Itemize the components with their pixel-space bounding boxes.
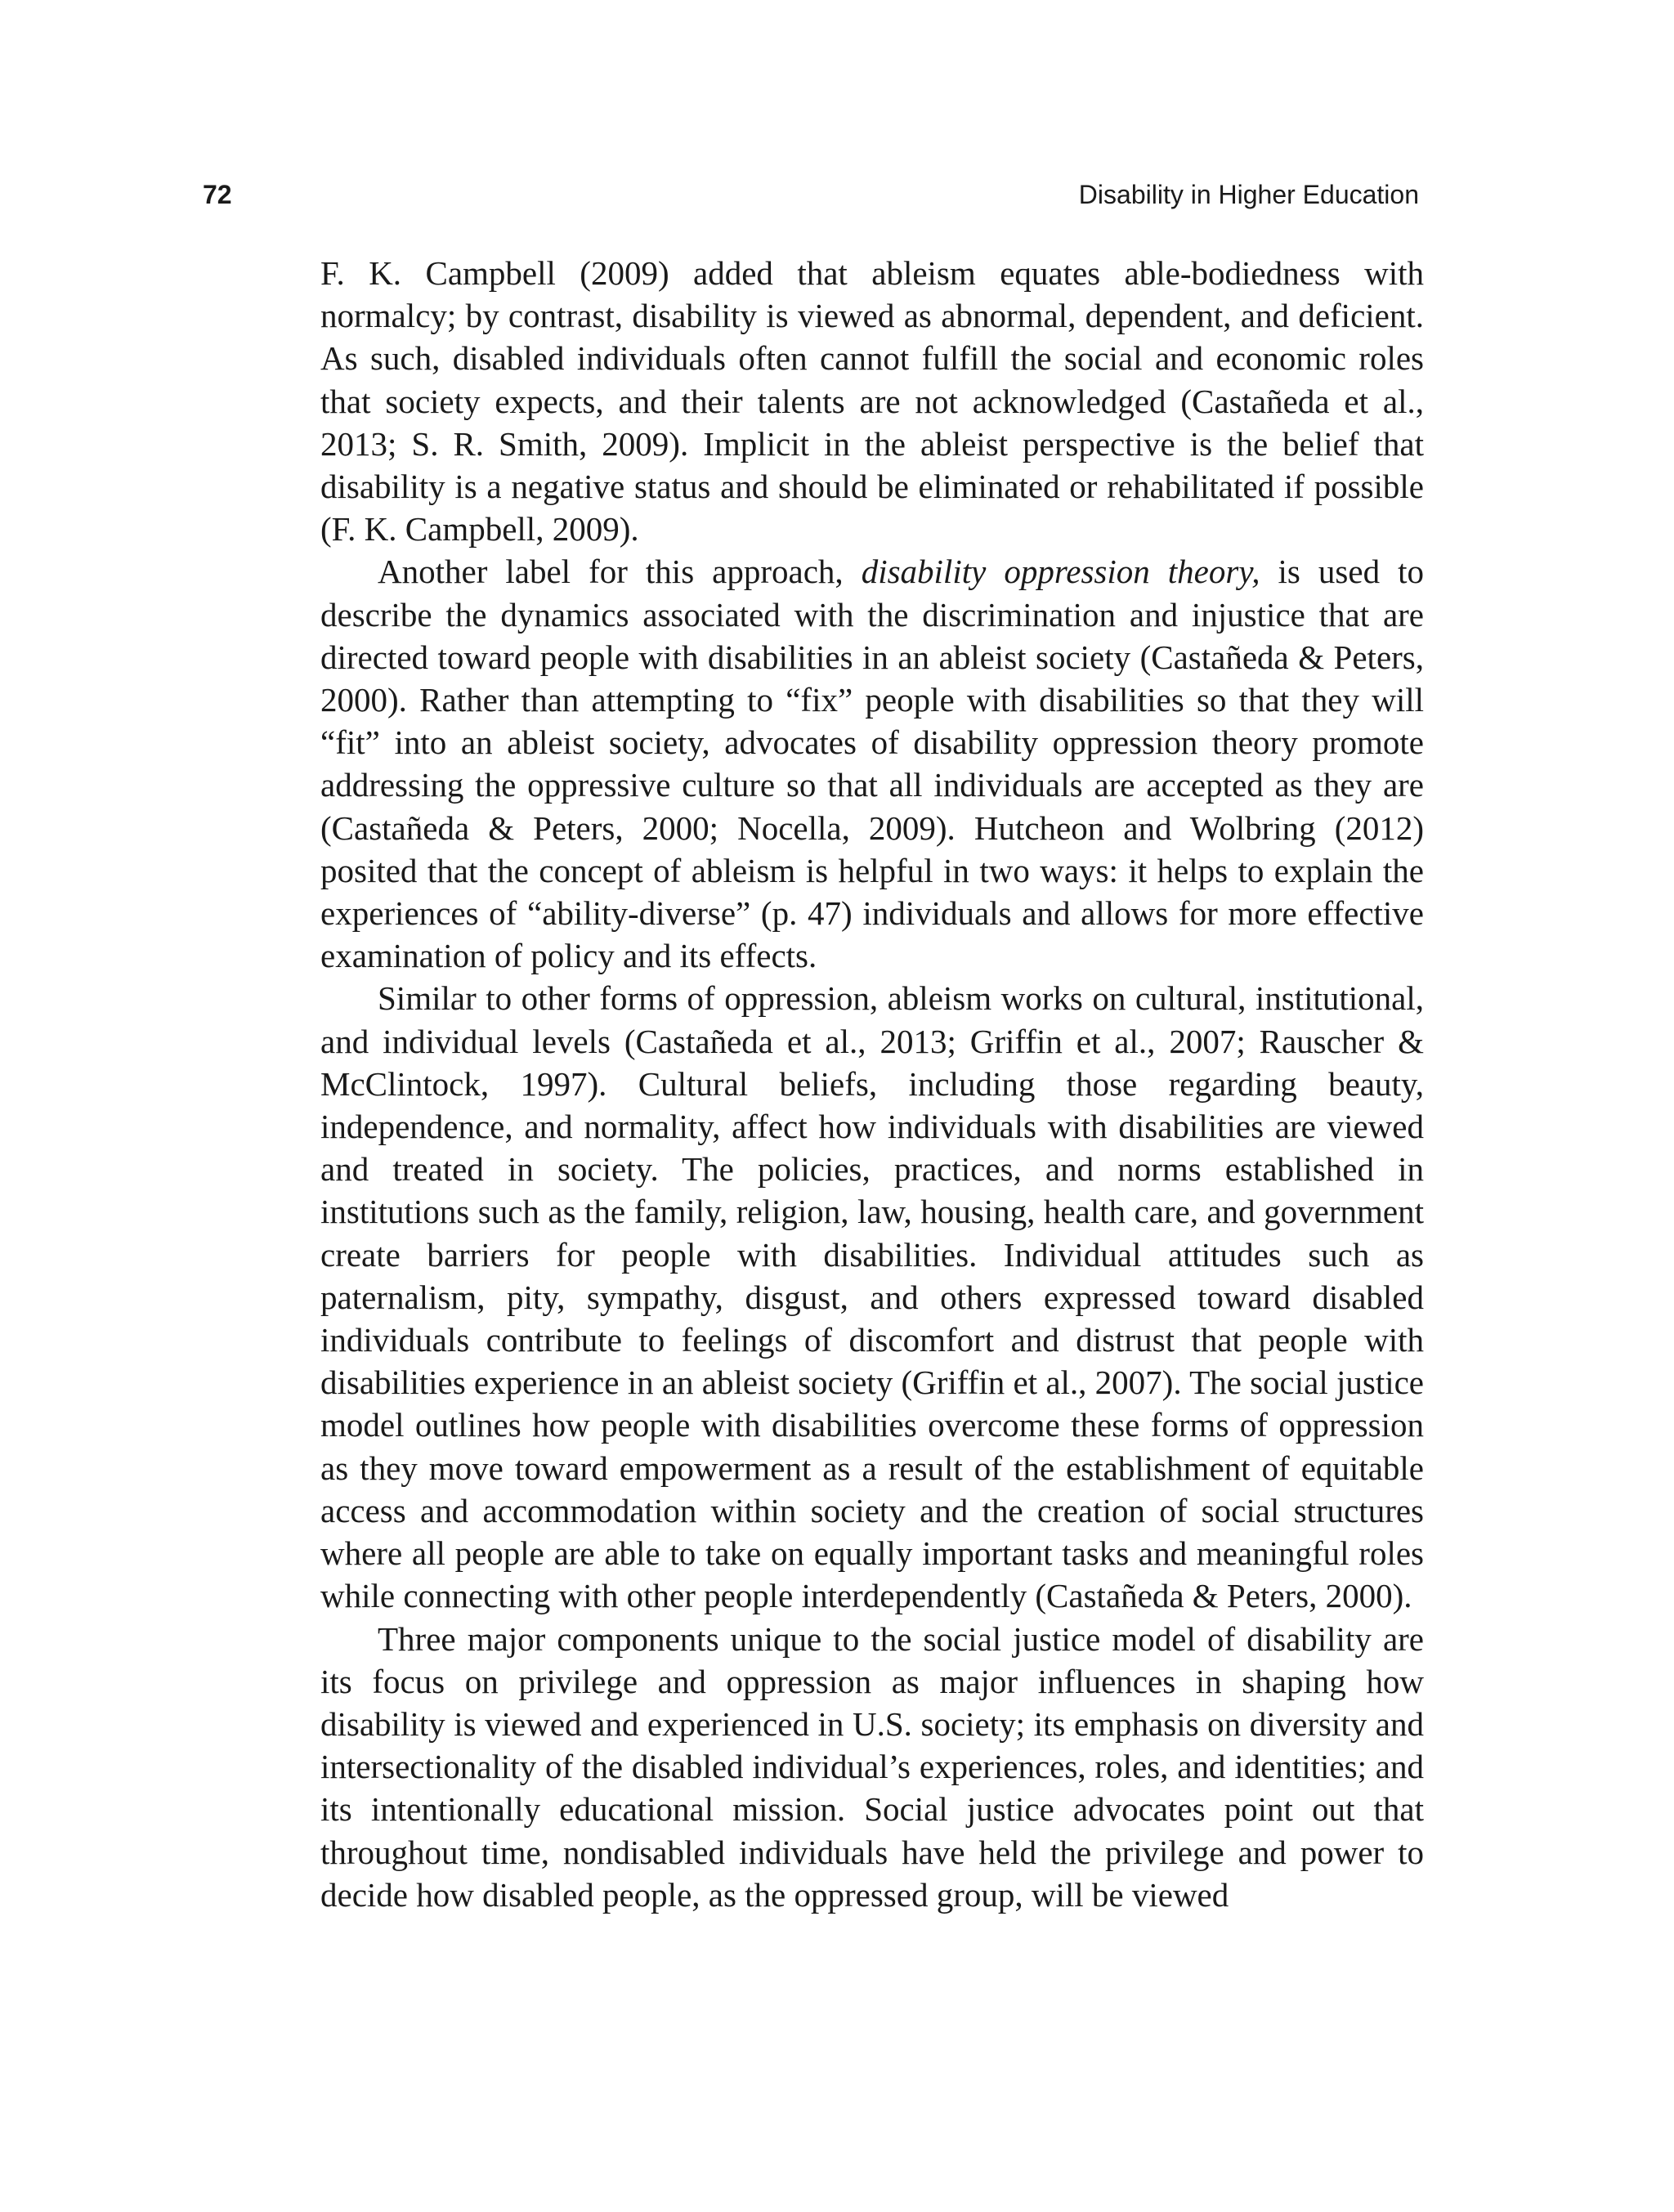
paragraph-disability-oppression-theory: [320, 550, 1424, 977]
paragraph-ableism-definition: F. K. Campbell (2009) added that ableism equates able-bodiedness with normalcy; by contrast, disability is viewed as abnormal, dependent, and deficient. As such, disabled individuals often cannot fulfill the social and economic roles that society expects, and their talents are not acknowledged (Castañeda et al., 2013; S. R. Smith, 2009). Implicit in the ableist perspective is the belief that disability is a negative status and should be eliminated or rehabilitated if possible (F. K. Campbell, 2009).: [320, 254, 1424, 549]
paragraph-levels-of-oppression: Similar to other forms of oppression, ableism works on cultural, institutional, and individual levels (Castañeda et al., 2013; Griffin et al., 2007; Rauscher & McClintock, 1997). Cultural beliefs, including those regarding beauty, independence, and normality, affect how individuals with disabilities are viewed and treated in society. The policies, practices, and norms established in institutions such as the family, religion, law, housing, health care, and government create barriers for people with disabilities. Individual attitudes such as paternalism, pity, sympathy, disgust, and others expressed toward disabled individuals contribute to feelings of discomfort and distrust that people with disabilities experience in an ableist society (Griffin et al., 2007). The social justice model outlines how people with disabilities overcome these forms of oppression as they move toward empowerment as a result of the establishment of equitable access and accommodation within society and the creation of social structures where all people are able to take on equally important tasks and meaningful roles while connecting with other people interdependently (Castañeda & Peters, 2000).: [320, 979, 1424, 1615]
paragraph-text-before-term: Another label for this approach,: [378, 553, 862, 591]
running-head: [203, 175, 1419, 214]
italic-term: disability oppression theory,: [861, 553, 1260, 591]
page-number: 72: [203, 180, 232, 209]
running-title: Disability in Higher Education: [1078, 180, 1419, 209]
body-text: [320, 252, 1424, 1916]
paragraph-text-after-term: is used to describe the dynamics associated with the discrimination and injustice that are directed toward people with disabilities in an ableist society (Castañeda & Peters, 2000). Rather than attempting to “fix” people with disabilities so that they will “fit” into an ableist society, advocates of disability oppression theory promote addressing the oppressive culture so that all individuals are accepted as they are (Castañeda & Peters, 2000; Nocella, 2009). Hutcheon and Wolbring (2012) posited that the concept of ableism is helpful in two ways: it helps to explain the experiences of “ability-diverse” (p. 47) individuals and allows for more effective examination of policy and its effects.: [320, 553, 1424, 975]
paragraph-social-justice-components: Three major components unique to the social justice model of disability are its focus on privilege and oppression as major influences in shaping how disability is viewed and experienced in U.S. society; its emphasis on diversity and intersectionality of the disabled individual’s experiences, roles, and identities; and its intentionally educational mission. Social justice advocates point out that throughout time, nondisabled individuals have held the privilege and power to decide how disabled people, as the oppressed group, will be viewed: [320, 1619, 1424, 1914]
